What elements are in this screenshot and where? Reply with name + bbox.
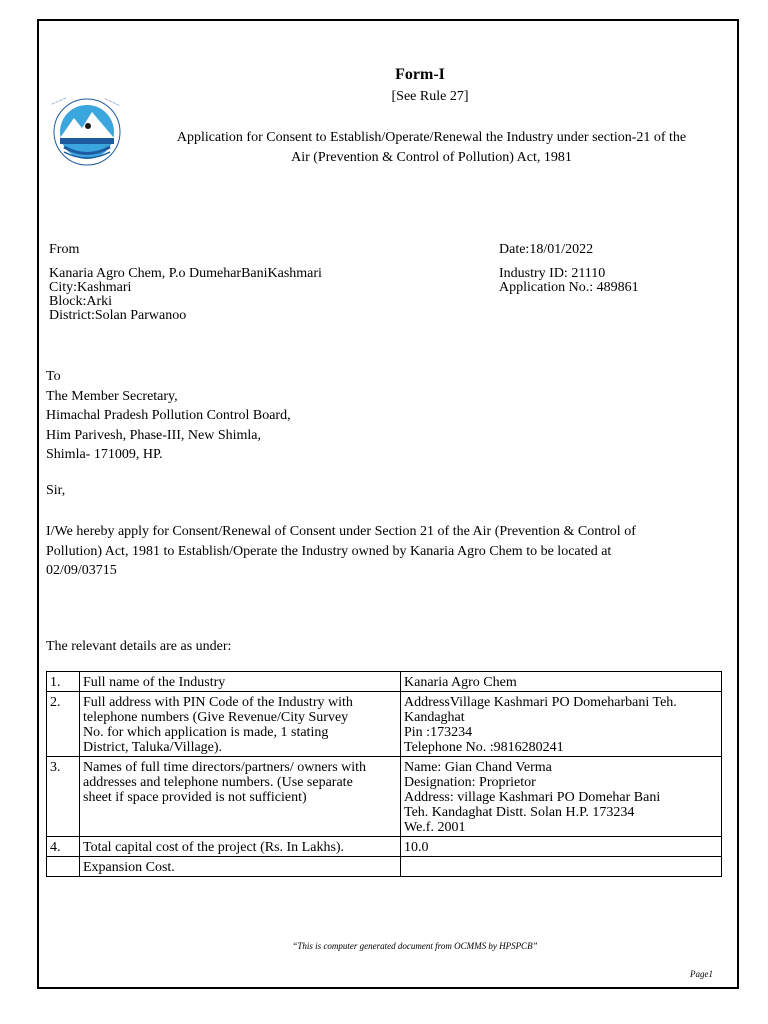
value-line: Kandaghat xyxy=(404,710,465,725)
application-body xyxy=(46,522,718,581)
table-row xyxy=(47,672,722,692)
row-number: 2. xyxy=(47,692,80,757)
from-line: Block:Arki xyxy=(49,294,112,309)
details-table xyxy=(46,671,722,877)
body-line: 02/09/03715 xyxy=(46,563,117,578)
body-line: Pollution) Act, 1981 to Establish/Operate the Industry owned by Kanaria Agro Chem to be located at xyxy=(46,543,612,559)
label-line: Full address with PIN Code of the Industry with xyxy=(83,695,353,710)
svg-text:~~~~: ~~~~ xyxy=(103,96,121,109)
from-line: City:Kashmari xyxy=(49,280,132,295)
table-row xyxy=(47,692,722,757)
hpspcb-logo-icon xyxy=(44,92,130,174)
from-line: District:Solan Parwanoo xyxy=(49,308,187,323)
value-line: Telephone No. :9816280241 xyxy=(404,740,564,755)
value-line: Designation: Proprietor xyxy=(404,775,536,790)
value-line: Pin :173234 xyxy=(404,725,473,740)
label-line: No. for which application is made, 1 stating xyxy=(83,725,329,740)
row-number xyxy=(47,857,80,877)
footer-note: “This is computer generated document from OCMMS by HPSPCB” xyxy=(292,941,538,951)
value-line: Address: village Kashmari PO Domehar Bani xyxy=(404,790,661,805)
value-line: Teh. Kandaghat Distt. Solan H.P. 173234 xyxy=(404,805,635,820)
table-row xyxy=(47,857,722,877)
row-label: Total capital cost of the project (Rs. In Lakhs). xyxy=(80,837,401,857)
value-line: We.f. 2001 xyxy=(404,820,466,835)
table-row xyxy=(47,837,722,857)
form-rule: [See Rule 27] xyxy=(391,89,469,104)
to-line: Him Parivesh, Phase-III, New Shimla, xyxy=(46,427,262,443)
details-intro: The relevant details are as under: xyxy=(46,639,232,654)
label-line: telephone numbers (Give Revenue/City Survey xyxy=(83,710,349,725)
label-line: sheet if space provided is not sufficient) xyxy=(83,790,307,805)
row-label: Full name of the Industry xyxy=(80,672,401,692)
from-block xyxy=(49,243,469,323)
row-number: 1. xyxy=(47,672,80,692)
salutation: Sir, xyxy=(46,483,66,498)
row-number: 4. xyxy=(47,837,80,857)
row-value: 10.0 xyxy=(401,837,722,857)
row-number: 3. xyxy=(47,757,80,837)
label-line: District, Taluka/Village). xyxy=(83,740,223,755)
label-line: Names of full time directors/partners/ owners with xyxy=(83,760,367,775)
row-label xyxy=(80,692,401,757)
industry-id-field: Industry ID: 21110 xyxy=(499,266,606,281)
to-line: Shimla- 171009, HP. xyxy=(46,447,163,462)
to-line: Himachal Pradesh Pollution Control Board, xyxy=(46,408,291,423)
form-title: Form-I xyxy=(395,66,445,83)
application-no-field: Application No.: 489861 xyxy=(499,280,639,295)
row-value xyxy=(401,857,722,877)
row-label xyxy=(80,757,401,837)
from-line: Kanaria Agro Chem, P.o DumeharBaniKashmari xyxy=(49,266,322,281)
date-field: Date:18/01/2022 xyxy=(499,242,594,257)
row-label: Expansion Cost. xyxy=(80,857,401,877)
body-line: I/We hereby apply for Consent/Renewal of Consent under Section 21 of the Air (Prevention & Control of xyxy=(46,524,636,539)
to-block xyxy=(46,367,466,465)
to-label: To xyxy=(46,369,61,384)
meta-block xyxy=(499,243,734,295)
row-value xyxy=(401,757,722,837)
from-label: From xyxy=(49,242,80,257)
to-line: The Member Secretary, xyxy=(46,388,178,404)
row-value xyxy=(401,692,722,757)
table-row xyxy=(47,757,722,837)
page-number: Page1 xyxy=(690,969,713,979)
form-heading xyxy=(140,128,723,168)
svg-text:~~~~: ~~~~ xyxy=(50,95,69,108)
value-line: AddressVillage Kashmari PO Domeharbani Teh. xyxy=(404,695,677,710)
value-line: Name: Gian Chand Verma xyxy=(404,760,552,775)
row-value: Kanaria Agro Chem xyxy=(401,672,722,692)
label-line: addresses and telephone numbers. (Use separate xyxy=(83,775,353,790)
form-heading-line: Application for Consent to Establish/Operate/Renewal the Industry under section-21 of the xyxy=(176,130,687,145)
form-heading-line: Air (Prevention & Control of Pollution) Act, 1981 xyxy=(291,150,572,165)
